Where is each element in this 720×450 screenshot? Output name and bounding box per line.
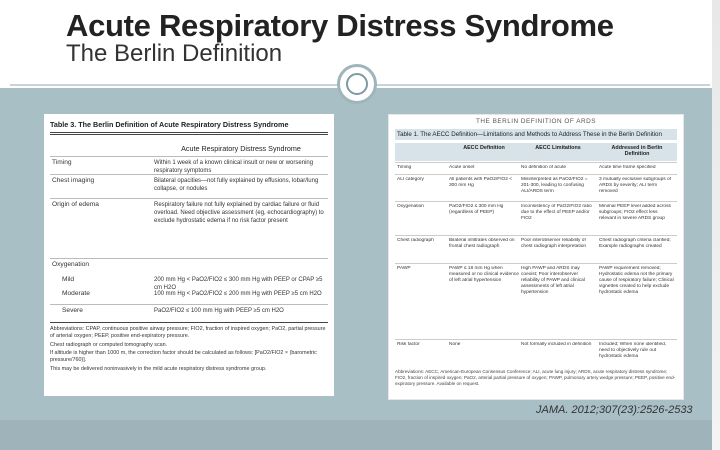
window-edge xyxy=(712,0,720,450)
table-row xyxy=(50,288,328,302)
cell: PAWP requirement removed; Hydrostatic edema not the primary cause of respiratory failure; Clinical vignettes created to help exclude hydrostatic edema xyxy=(599,266,674,295)
decorative-circle-icon xyxy=(337,64,377,104)
row-value: PaO2/FIO2 ≤ 100 mm Hg with PEEP ≥5 cm H2O xyxy=(154,308,284,314)
cell: All patients with PaO2/FIO2 < 300 mm Hg xyxy=(449,177,513,188)
citation: JAMA. 2012;307(23):2526-2533 xyxy=(536,404,693,416)
table1-panel xyxy=(388,114,684,400)
row-label: Origin of edema xyxy=(52,201,99,208)
cell: Poor interobserver reliability of chest radiograph interpretation xyxy=(521,238,587,249)
row-label: Mild xyxy=(62,276,75,283)
table-row xyxy=(50,174,328,199)
row-label: Oxygenation xyxy=(52,261,90,268)
table-row xyxy=(395,263,677,340)
cell: Acute onset xyxy=(449,165,475,170)
row-label: Moderate xyxy=(62,290,90,297)
cell: Not formally included in definition xyxy=(521,342,592,347)
table-row xyxy=(395,339,677,368)
table3-footnote: Chest radiograph or computed tomography scan. xyxy=(50,342,168,348)
table1-caption: Table 1. The AECC Definition—Limitations and Methods to Address These in the Berlin Definition xyxy=(395,129,677,140)
table-row xyxy=(50,258,328,275)
table1-footnote: Abbreviations: AECC, American-European Consensus Conference; ALI, acute lung injury; ARDS, acute respiratory distress syndrome; FIO2, fraction of inspired oxygen; PaO2, arterial partial pressure of oxygen; PAWP, pulmonary artery wedge pressure; PEEP, positive end-expiratory pressure. Available on request. xyxy=(395,369,676,386)
table-row xyxy=(395,201,677,236)
cell: No definition of acute xyxy=(521,165,567,170)
cell: Timing xyxy=(397,165,412,170)
cell: Chest radiograph criteria clarified; Example radiographs created xyxy=(599,238,671,249)
slide-title: Acute Respiratory Distress Syndrome xyxy=(66,8,614,43)
slide-subtitle: The Berlin Definition xyxy=(66,40,283,67)
row-label: Chest imaging xyxy=(52,177,95,184)
table-row xyxy=(50,304,328,321)
column-header: AECC Definition xyxy=(463,145,505,151)
cell: Misinterpreted as PaO2/FIO2 = 201-300, leading to confusing ALI/ARDS term xyxy=(521,177,588,194)
table3-caption: Table 3. The Berlin Definition of Acute Respiratory Distress Syndrome xyxy=(50,120,289,129)
footer-band xyxy=(0,420,720,450)
cell: Oxygenation xyxy=(397,204,424,209)
row-label: Timing xyxy=(52,159,72,166)
cell: PAWP ≤ 18 mm Hg when measured or no clinical evidence of left atrial hypertension xyxy=(449,266,519,283)
table3-panel xyxy=(44,114,334,396)
cell: PaO2/FIO2 ≤ 300 mm Hg (regardless of PEEP) xyxy=(449,204,504,215)
table3-column-header: Acute Respiratory Distress Syndrome xyxy=(181,144,301,153)
cell: Risk factor xyxy=(397,342,420,347)
cell: None xyxy=(449,342,461,347)
cell: Acute time frame specified xyxy=(599,165,656,170)
table1-header-row xyxy=(395,143,677,161)
table-row xyxy=(395,235,677,264)
cell: Bilateral infiltrates observed on frontal chest radiograph xyxy=(449,238,515,249)
column-header: Addressed in Berlin Definition xyxy=(611,145,663,157)
row-value: Within 1 week of a known clinical insult or new or worsening respiratory symptoms xyxy=(154,160,314,174)
table1-banner: THE BERLIN DEFINITION OF ARDS xyxy=(476,118,596,125)
column-header: AECC Limitations xyxy=(535,145,581,151)
table3-footnote: Abbreviations: CPAP, continuous positive airway pressure; FIO2, fraction of inspired oxygen; PaO2, partial pressure of arterial oxygen; PEEP, positive end-expiratory pressure. xyxy=(50,326,326,339)
table3-bottom-rule xyxy=(50,322,328,323)
table-row xyxy=(50,198,328,259)
row-value: 100 mm Hg < PaO2/FIO2 ≤ 200 mm Hg with PEEP ≥5 cm H2O xyxy=(154,291,322,297)
table3-footnote: If altitude is higher than 1000 m, the correction factor should be calculated as follows: [PaO2/FIO2 × (barometric pressure/760)]. xyxy=(50,350,317,363)
table-row xyxy=(50,274,328,291)
table3-top-rule-2 xyxy=(50,134,328,135)
cell: PAWP xyxy=(397,266,411,271)
table-row xyxy=(50,156,328,175)
cell: High PAWP and ARDS may coexist; Poor interobserver reliability of PAWP and clinical assessments of left atrial hypertension xyxy=(521,266,585,295)
table3-footnote: This may be delivered noninvasively in the mild acute respiratory distress syndrome group. xyxy=(50,366,267,372)
cell: Included; When none identified, need to objectively rule out hydrostatic edema xyxy=(599,342,667,359)
cell: Chest radiograph xyxy=(397,238,434,243)
row-value: 200 mm Hg < PaO2/FIO2 ≤ 300 mm Hg with PEEP or CPAP ≥5 cm H2O xyxy=(154,277,323,291)
cell: Inconsistency of PaO2/FIO2 ratio due to the effect of PEEP and/or FIO2 xyxy=(521,204,592,221)
row-value: Bilateral opacities—not fully explained by effusions, lobar/lung collapse, or nodules xyxy=(154,178,319,192)
row-label: Severe xyxy=(62,307,83,314)
table3-top-rule xyxy=(50,132,328,133)
table-row xyxy=(395,174,677,202)
row-value: Respiratory failure not fully explained by cardiac failure or fluid overload. Need objective assessment (eg, echocardiography) to exclude hydrostatic edema if no risk factor present xyxy=(154,202,324,224)
cell: ALI category xyxy=(397,177,424,182)
cell: Minimal PEEP level added across subgroups; FIO2 effect less relevant in severe ARDS group xyxy=(599,204,671,221)
cell: 3 mutually exclusive subgroups of ARDS by severity; ALI term removed xyxy=(599,177,671,194)
